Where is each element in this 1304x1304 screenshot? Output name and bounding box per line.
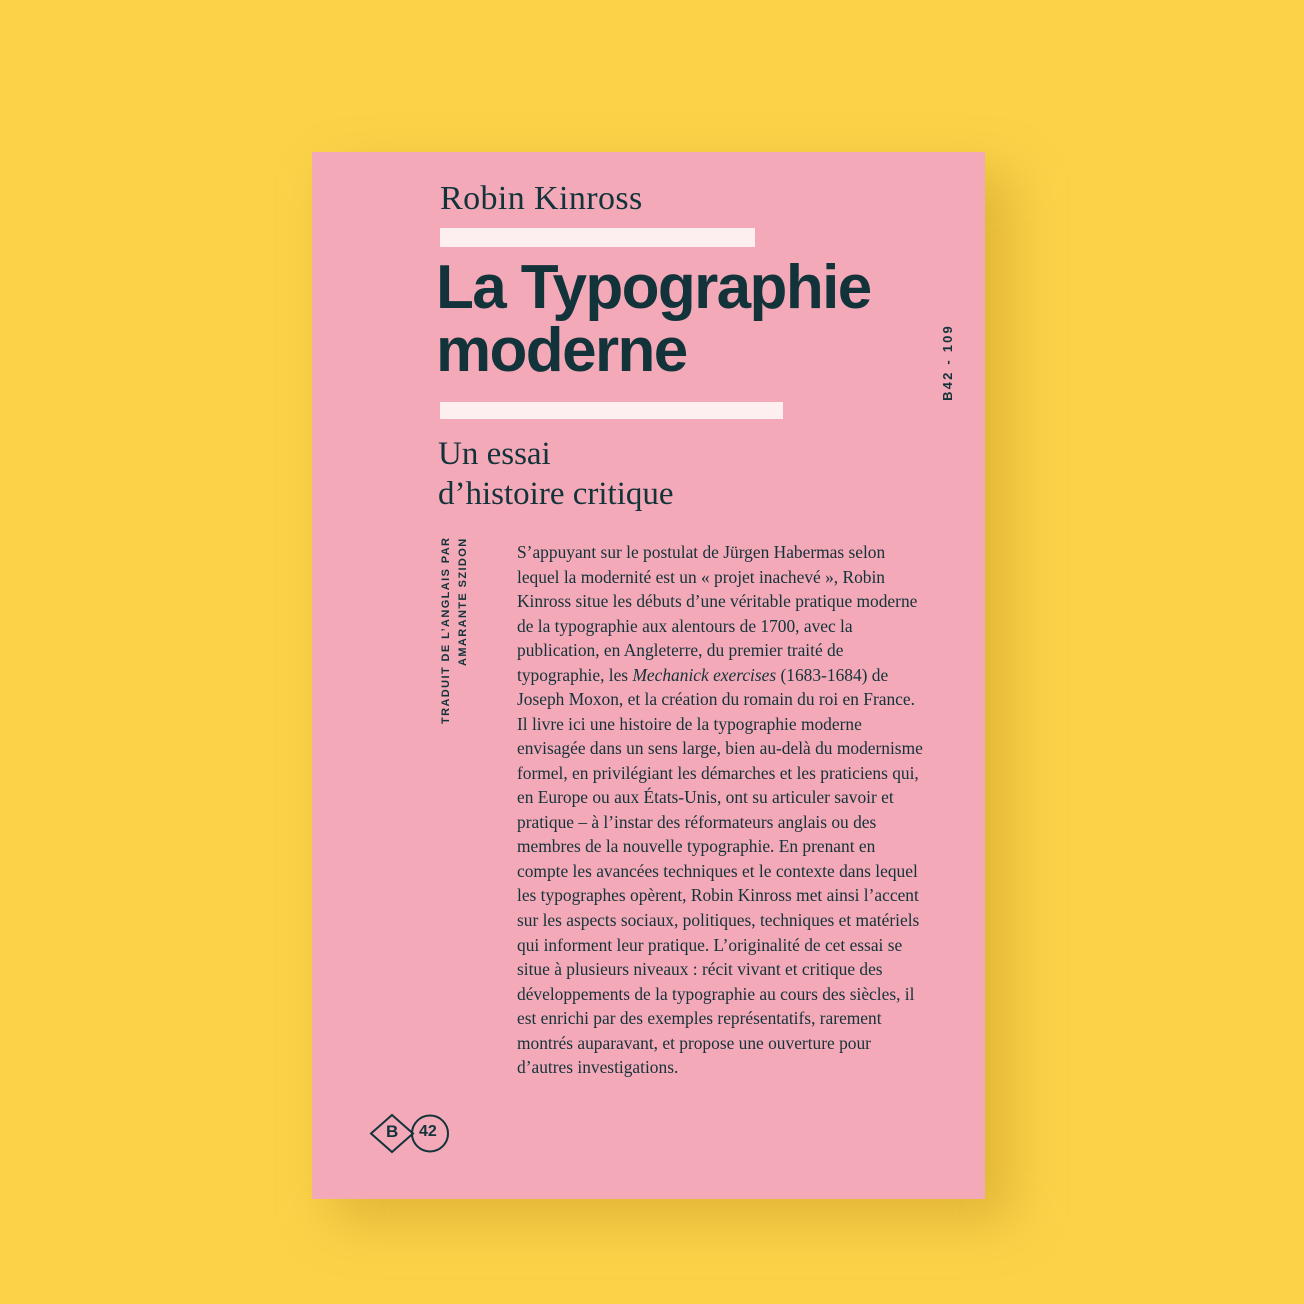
publisher-mark-number: 42 <box>419 1123 437 1140</box>
book-subtitle <box>438 434 858 515</box>
blurb-text-part-1: S’appuyant sur le postulat de Jürgen Habermas selon lequel la modernité est un « projet inachevé », Robin Kinross situe les débuts d’une véritable pratique moderne de la typographie aux alentours de 1700, avec la publication, en Angleterre, du premier traité de typographie, les <box>517 542 918 685</box>
book-subtitle-line-2: d’histoire critique <box>438 476 674 513</box>
book-title: La Typographie moderne <box>436 253 871 386</box>
publisher-logo <box>368 1112 488 1156</box>
author-name: Robin Kinross <box>440 180 643 217</box>
book-cover <box>312 152 985 1199</box>
spine-collection-code: B42 - 109 <box>940 324 955 401</box>
blurb-text-part-2: (1683-1684) de Joseph Moxon, et la création du romain du roi en France. Il livre ici une histoire de la typographie moderne envisagée dans un sens large, bien au-delà du modernisme formel, en privilégiant les démarches et les praticiens qui, en Europe ou aux États-Unis, ont su articuler savoir et pratique – à l’instar des réformateurs anglais ou des membres de la nouvelle typographie. En prenant en compte les avancées techniques et le contexte dans lequel les typographes opèrent, Robin Kinross met ainsi l’accent sur les aspects sociaux, politiques, techniques et matériels qui informent leur pratique. L’originalité de cet essai se situe à plusieurs niveaux : récit vivant et critique des développements de la typographie au cours des siècles, il est enrichi par des exemples représentatifs, rarement montrés auparavant, et propose une ouverture pour d’autres investigations. <box>517 664 923 1078</box>
decorative-rule-bottom <box>440 402 783 419</box>
translator-credit: TRADUIT DE L’ANGLAIS PAR AMARANTE SZIDON <box>440 537 470 725</box>
publisher-mark-letter: B <box>386 1122 399 1141</box>
decorative-rule-top <box>440 228 755 247</box>
back-cover-blurb <box>517 540 927 1080</box>
book-subtitle-line-1: Un essai <box>438 436 551 472</box>
blurb-italic-title: Mechanick exercises <box>632 664 777 685</box>
